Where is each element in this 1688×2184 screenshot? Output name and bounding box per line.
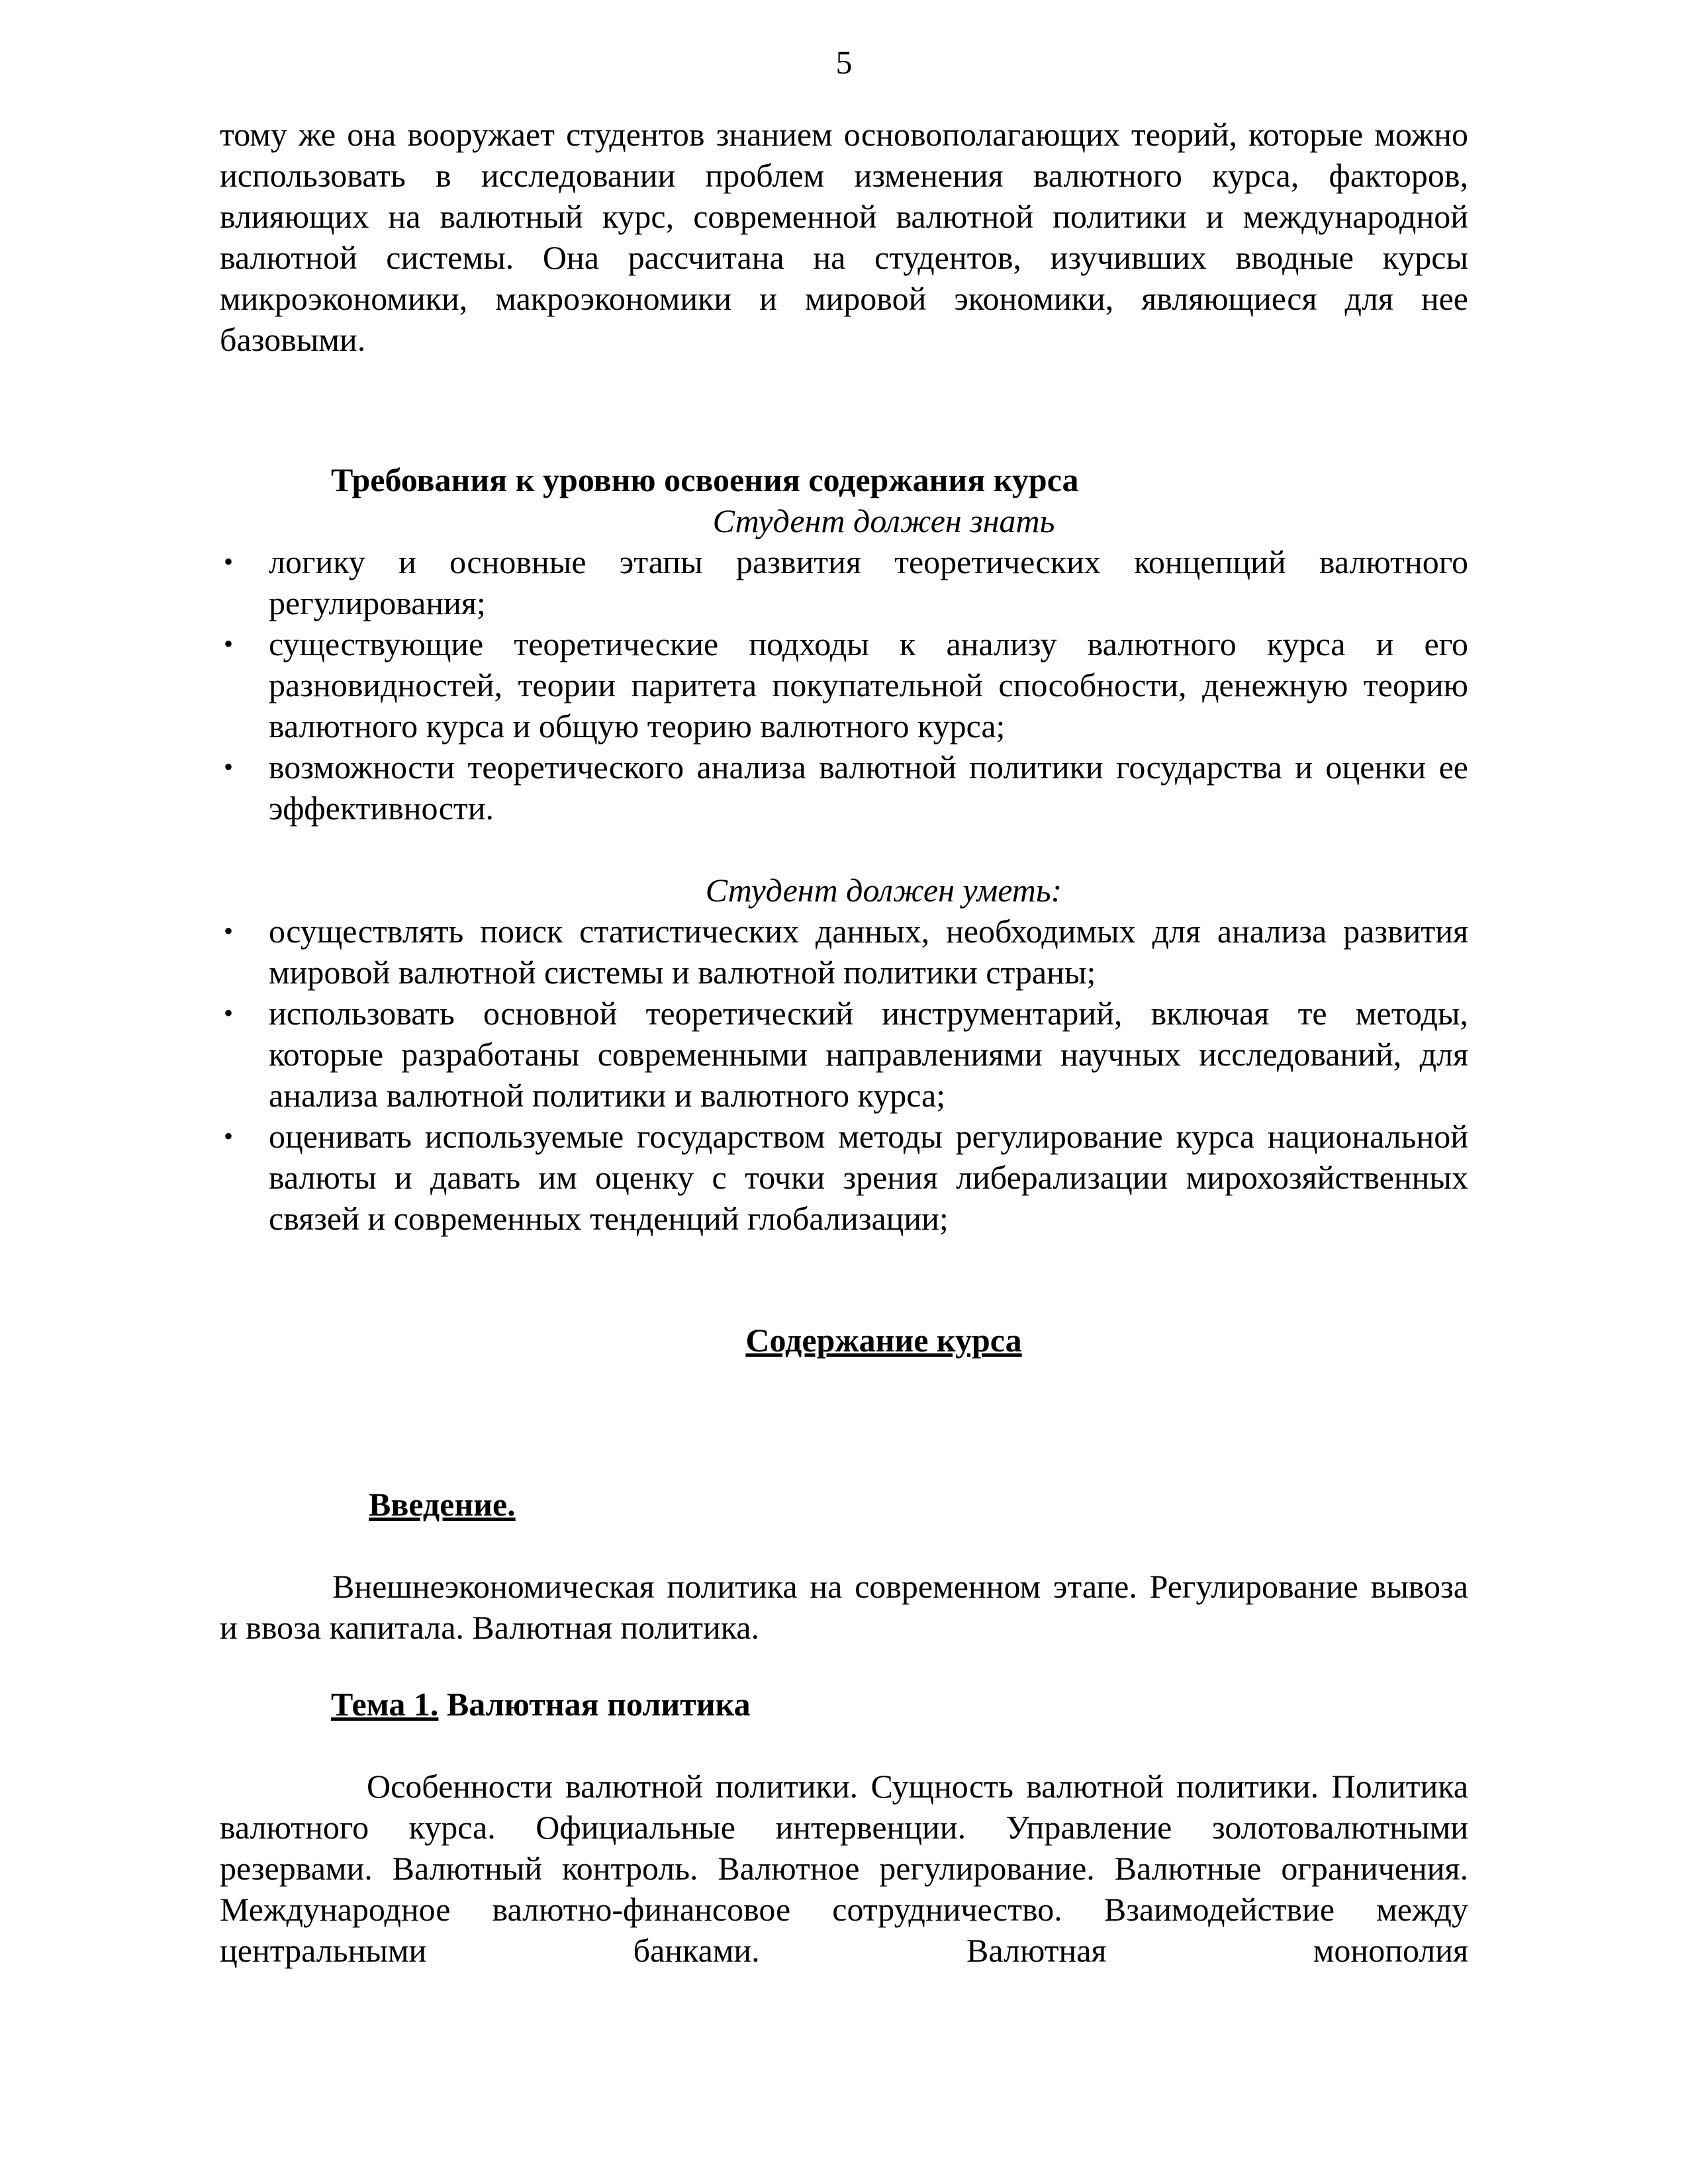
can-subheading: Студент должен уметь: — [705, 872, 1062, 909]
list-item — [220, 623, 1468, 747]
list-item-text: оценивать используемые государством методы регулирование курса национальной валюты и давать им оценку с точки зрения либерализации мирохозяйственных связей и современных тенденций глобализации; — [269, 1118, 1468, 1237]
bullet-icon: • — [224, 998, 234, 1028]
list-item — [220, 1116, 1468, 1239]
list-item-text: логику и основные этапы развития теоретических концепций валютного регулирования; — [269, 543, 1468, 621]
list-item — [220, 911, 1468, 993]
introduction-title: Введение. — [369, 1486, 516, 1523]
topic-1-title — [220, 1684, 1468, 1725]
bullet-icon: • — [224, 752, 234, 782]
list-item — [220, 747, 1468, 829]
introduction-body: Внешнеэкономическая политика на современном этапе. Регулирование вывоза и ввоза капитала. Валютная политика. — [220, 1568, 1468, 1646]
list-item — [220, 993, 1468, 1116]
intro-paragraph: тому же она вооружает студентов знанием основополагающих теорий, которые можно использовать в исследовании проблем изменения валютного курса, факторов, влияющих на валютный курс, современной валютной политики и международной валютной системы. Она рассчитана на студентов, изучивших вводные курсы микроэкономики, макроэкономики и мировой экономики, являющиеся для нее базовыми. — [220, 116, 1468, 358]
know-subheading: Студент должен знать — [712, 502, 1055, 539]
bullet-icon: • — [224, 916, 234, 946]
topic-1-body: Особенности валютной политики. Сущность валютной политики. Политика валютного курса. Официальные интервенции. Управление золотовалютными резервами. Валютный контроль. Валютное регулирование. Валютные ограничения. Международное валютно-финансовое сотрудничество. Взаимодействие между центральными банками. Валютная монополия — [220, 1768, 1468, 1969]
topic-1-name: Валютная политика — [446, 1686, 751, 1723]
page-number: 5 — [835, 44, 853, 81]
bullet-icon: • — [224, 547, 234, 576]
list-item-text: использовать основной теоретический инструментарий, включая те методы, которые разработаны современными направлениями научных исследований, для анализа валютной политики и валютного курса; — [269, 995, 1468, 1114]
list-item-text: осуществлять поиск статистических данных, необходимых для анализа развития мировой валютной системы и валютной политики страны; — [269, 913, 1468, 991]
list-item — [220, 541, 1468, 623]
bullet-icon: • — [224, 1121, 234, 1151]
topic-1-label: Тема 1. — [331, 1686, 439, 1723]
course-content-title: Содержание курса — [745, 1322, 1022, 1359]
know-list — [220, 541, 1468, 829]
can-list — [220, 911, 1468, 1239]
bullet-icon: • — [224, 629, 234, 659]
list-item-text: существующие теоретические подходы к анализу валютного курса и его разновидностей, теории паритета покупательной способности, денежную теорию валютного курса и общую теорию валютного курса; — [269, 625, 1468, 745]
page-content — [220, 114, 1468, 1971]
list-item-text: возможности теоретического анализа валютной политики государства и оценки ее эффективности. — [269, 749, 1468, 827]
requirements-heading: Требования к уровню освоения содержания курса — [331, 461, 1079, 498]
